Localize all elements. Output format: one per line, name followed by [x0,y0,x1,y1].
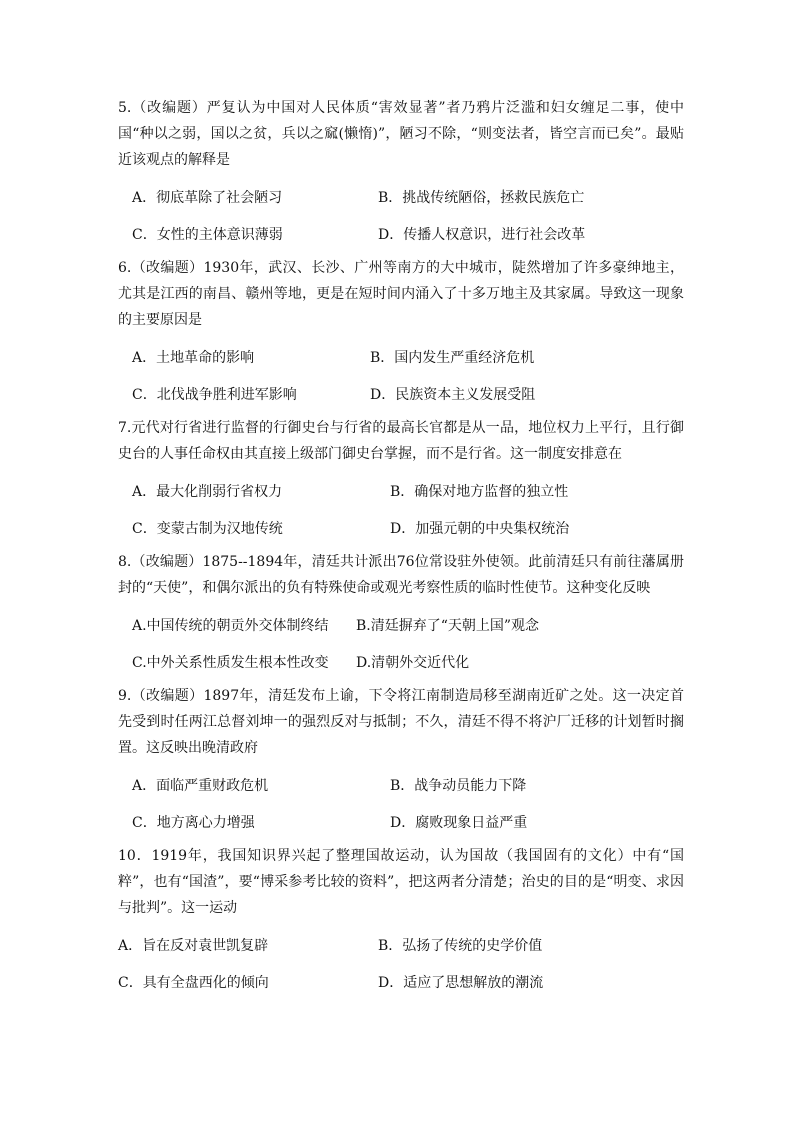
option-row [118,970,684,1007]
option-row [118,345,684,382]
option-d: D．民族资本主义发展受阻 [370,387,536,403]
option-d: D.清朝外交近代化 [356,655,470,671]
question-10 [118,843,684,1007]
option-row [118,479,684,516]
option-d: D．适应了思想解放的潮流 [378,975,544,991]
option-d: D．加强元朝的中央集权统治 [390,521,570,537]
option-c: C．地方离心力增强 [132,815,255,831]
option-row [118,222,684,259]
option-b: B.清廷摒弃了“天朝上国”观念 [356,618,540,634]
option-row [118,773,684,810]
option-row [118,185,684,222]
option-row [118,810,684,847]
question-stem: 5.（改编题）严复认为中国对人民体质“害效显著”者乃鸦片泛滥和妇女缠足二事，使中国“种以之弱，国以之贫，兵以之窳(懒惰)”，陋习不除，“则变法者，皆空言而已矣”。最贴近该观点的解释是 [118,100,684,168]
option-row [118,650,684,687]
question-8 [118,549,684,687]
option-a: A.中国传统的朝贡外交体制终结 [132,618,329,634]
option-c: C．女性的主体意识薄弱 [132,227,283,243]
option-a: A．最大化削弱行省权力 [132,484,283,500]
question-stem: 8.（改编题）1875--1894年，清廷共计派出76位常设驻外使领。此前清廷只有前往藩属册封的“天使”，和偶尔派出的负有特殊使命或观光考察性质的临时性使节。这种变化反映 [118,554,684,596]
option-a: A．面临严重财政危机 [132,778,269,794]
option-row [118,516,684,553]
question-stem: 7.元代对行省进行监督的行御史台与行省的最高长官都是从一品，地位权力上平行，且行御史台的人事任命权由其直接上级部门御史台掌握，而不是行省。这一制度安排意在 [118,420,684,462]
option-b: B．确保对地方监督的独立性 [390,484,569,500]
option-row [118,933,684,970]
option-c: C．具有全盘西化的倾向 [118,975,269,991]
option-a: A．土地革命的影响 [132,350,255,366]
option-row [118,613,684,650]
option-c: C．北伐战争胜利进军影响 [132,387,297,403]
option-c: C.中外关系性质发生根本性改变 [132,655,329,671]
question-stem: 9.（改编题）1897年，清廷发布上谕，下令将江南制造局移至湖南近矿之处。这一决定首先受到时任两江总督刘坤一的强烈反对与抵制；不久，清廷不得不将沪厂迁移的计划暂时搁置。这反映出晚清政府 [118,688,684,756]
option-b: B．国内发生严重经济危机 [370,350,535,366]
question-5 [118,95,684,259]
question-6 [118,255,684,419]
option-d: D．传播人权意识，进行社会改革 [378,227,586,243]
question-stem: 10．1919年，我国知识界兴起了整理国故运动，认为国故（我国固有的文化）中有“国粹”，也有“国渣”，要“博采参考比较的资料”，把这两者分清楚；治史的目的是“明变、求因与批判”。这一运动 [118,848,684,916]
option-b: B．弘扬了传统的史学价值 [378,938,543,954]
option-a: A．旨在反对袁世凯复辟 [118,938,269,954]
question-7 [118,415,684,553]
option-c: C．变蒙古制为汉地传统 [132,521,283,537]
question-9 [118,683,684,847]
option-row [118,382,684,419]
option-b: B．战争动员能力下降 [390,778,527,794]
option-b: B．挑战传统陋俗，拯救民族危亡 [378,190,585,206]
option-a: A．彻底革除了社会陋习 [132,190,283,206]
question-stem: 6.（改编题）1930年，武汉、长沙、广州等南方的大中城市，陡然增加了许多豪绅地主，尤其是江西的南昌、赣州等地，更是在短时间内涌入了十多万地主及其家属。导致这一现象的主要原因是 [118,260,684,328]
option-d: D．腐败现象日益严重 [390,815,528,831]
